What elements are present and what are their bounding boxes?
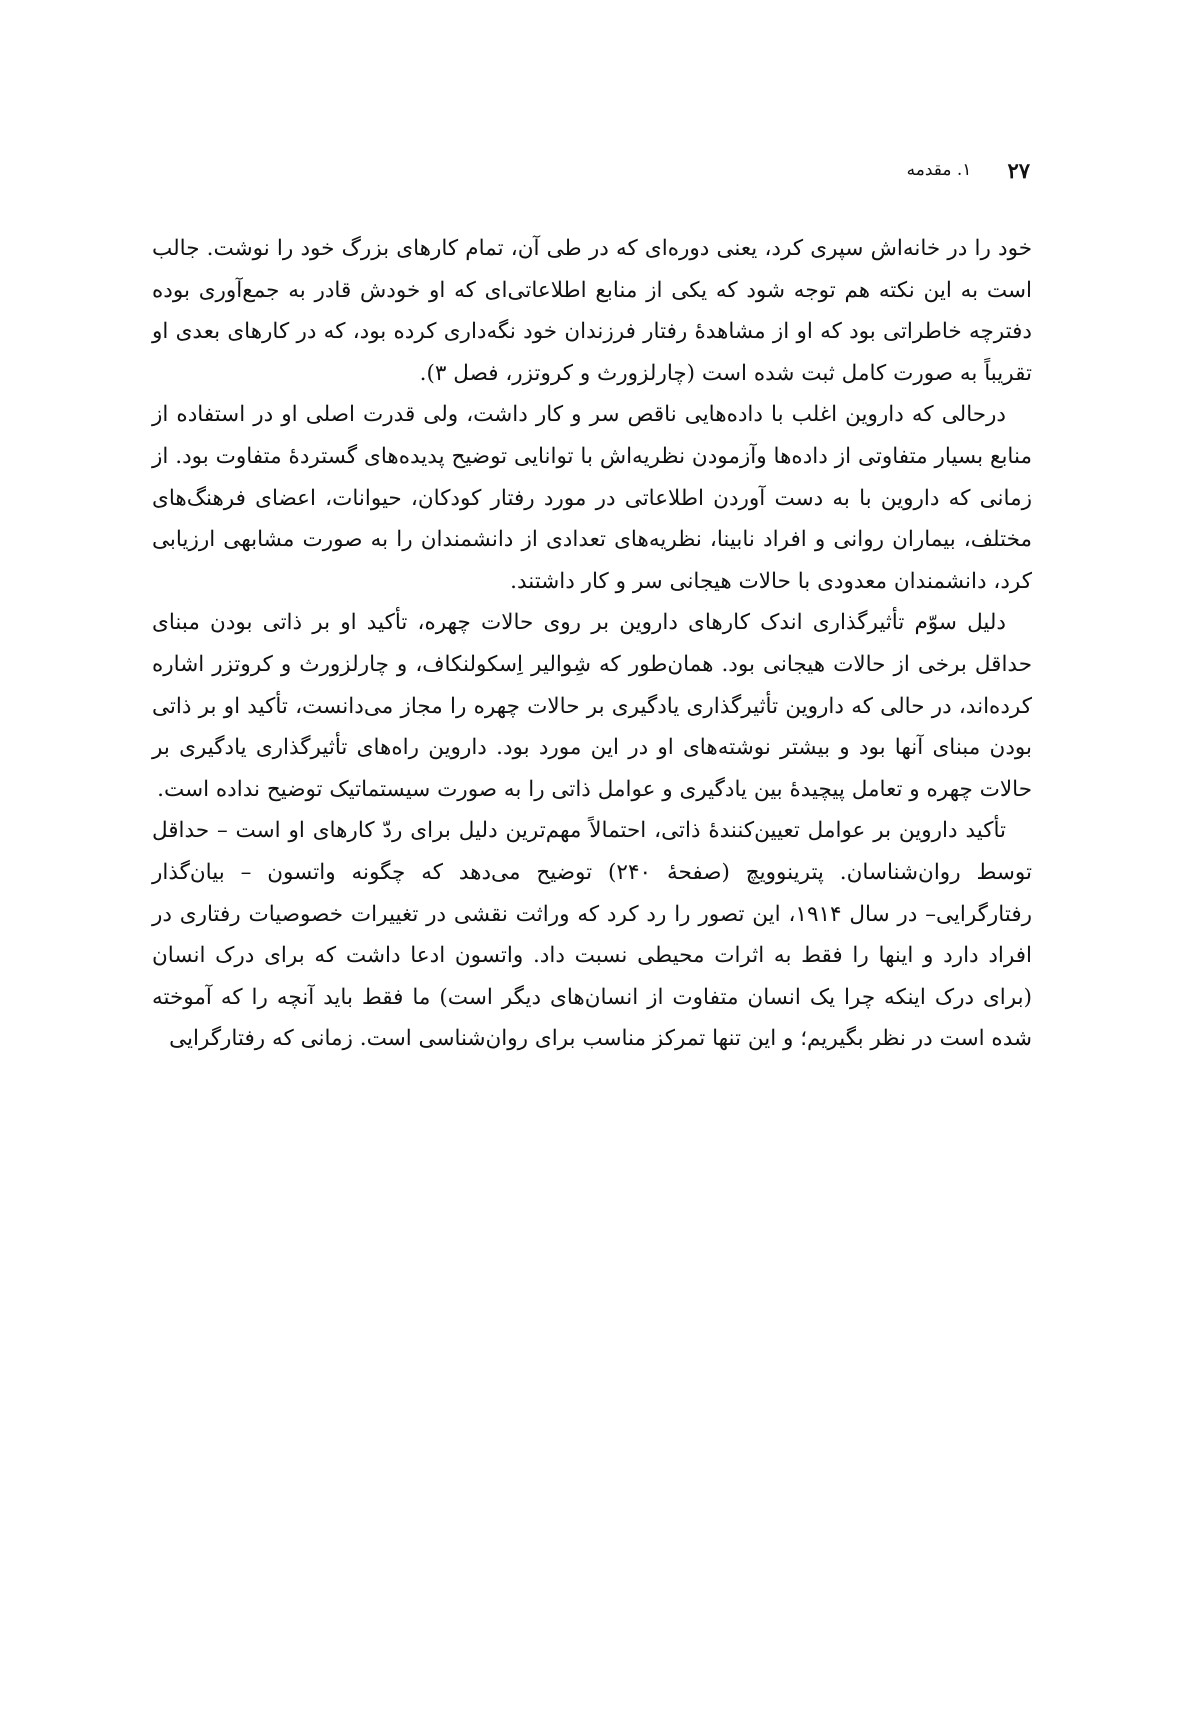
page-number: ۲۷: [1007, 157, 1030, 183]
running-header: [152, 150, 1030, 190]
paragraph: تأکید داروین بر عوامل تعیین‌کنندهٔ ذاتی، احتمالاً مهم‌ترین دلیل برای ردّ کارهای او است – حداقل توسط روان‌شناسان. پترینوویچ (صفحهٔ ۲۴۰) توضیح می‌دهد که چگونه واتسون – بیان‌گذار رفتارگرایی– در سال ۱۹۱۴، این تصور را رد کرد که وراثت نقشی در تغییرات خصوصیات رفتاری در افراد دارد و اینها را فقط به اثرات محیطی نسبت داد. واتسون ادعا داشت که برای درک انسان (برای درک اینکه چرا یک انسان متفاوت از انسان‌های دیگر است) ما فقط باید آنچه را که آموخته شده است در نظر بگیریم؛ و این تنها تمرکز مناسب برای روان‌شناسی است. زمانی که رفتارگرایی: [152, 818, 1033, 1052]
body-text: [152, 228, 1032, 1060]
paragraph: درحالی که داروین اغلب با داده‌هایی ناقص سر و کار داشت، ولی قدرت اصلی او در استفاده از منابع بسیار متفاوتی از داده‌ها وآزمودن نظریه‌اش با توانایی توضیح پدیده‌های گستردهٔ متفاوت بود. از زمانی که داروین با به دست آوردن اطلاعاتی در مورد رفتار کودکان، حیوانات، اعضای فرهنگ‌های مختلف، بیماران روانی و افراد نابینا، نظریه‌های تعدادی از دانشمندان را به صورت مشابهی ارزیابی کرد، دانشمندان معدودی با حالات هیجانی سر و کار داشتند.: [152, 402, 1032, 594]
chapter-title: ۱. مقدمه: [906, 160, 972, 180]
paragraph: دلیل سوّم تأثیرگذاری اندک کارهای داروین بر روی حالات چهره، تأکید او بر ذاتی بودن مبنای حداقل برخی از حالات هیجانی بود. همان‌طور که شِوالیر اِسکولنکاف، و چارلزورث و کروتزر اشاره کرده‌اند، در حالی که داروین تأثیرگذاری یادگیری بر حالات چهره را مجاز می‌دانست، تأکید او بر ذاتی بودن مبنای آنها بود و بیشتر نوشته‌های او در این مورد بود. داروین راه‌های تأثیرگذاری یادگیری بر حالات چهره و تعامل پیچیدهٔ بین یادگیری و عوامل ذاتی را به صورت سیستماتیک توضیح نداده است.: [152, 610, 1032, 802]
paragraph-continuation: خود را در خانه‌اش سپری کرد، یعنی دوره‌ای که در طی آن، تمام کارهای بزرگ خود را نوشت. جالب است به این نکته هم توجه شود که یکی از منابع اطلاعاتی‌ای که او خودش قادر به جمع‌آوری بوده دفترچه خاطراتی بود که او از مشاهدهٔ رفتار فرزندان خود نگه‌داری کرده بود، که در کارهای بعدی او تقریباً به صورت کامل ثبت شده است (چارلزورث و کروتزر، فصل ۳).: [152, 236, 1032, 386]
